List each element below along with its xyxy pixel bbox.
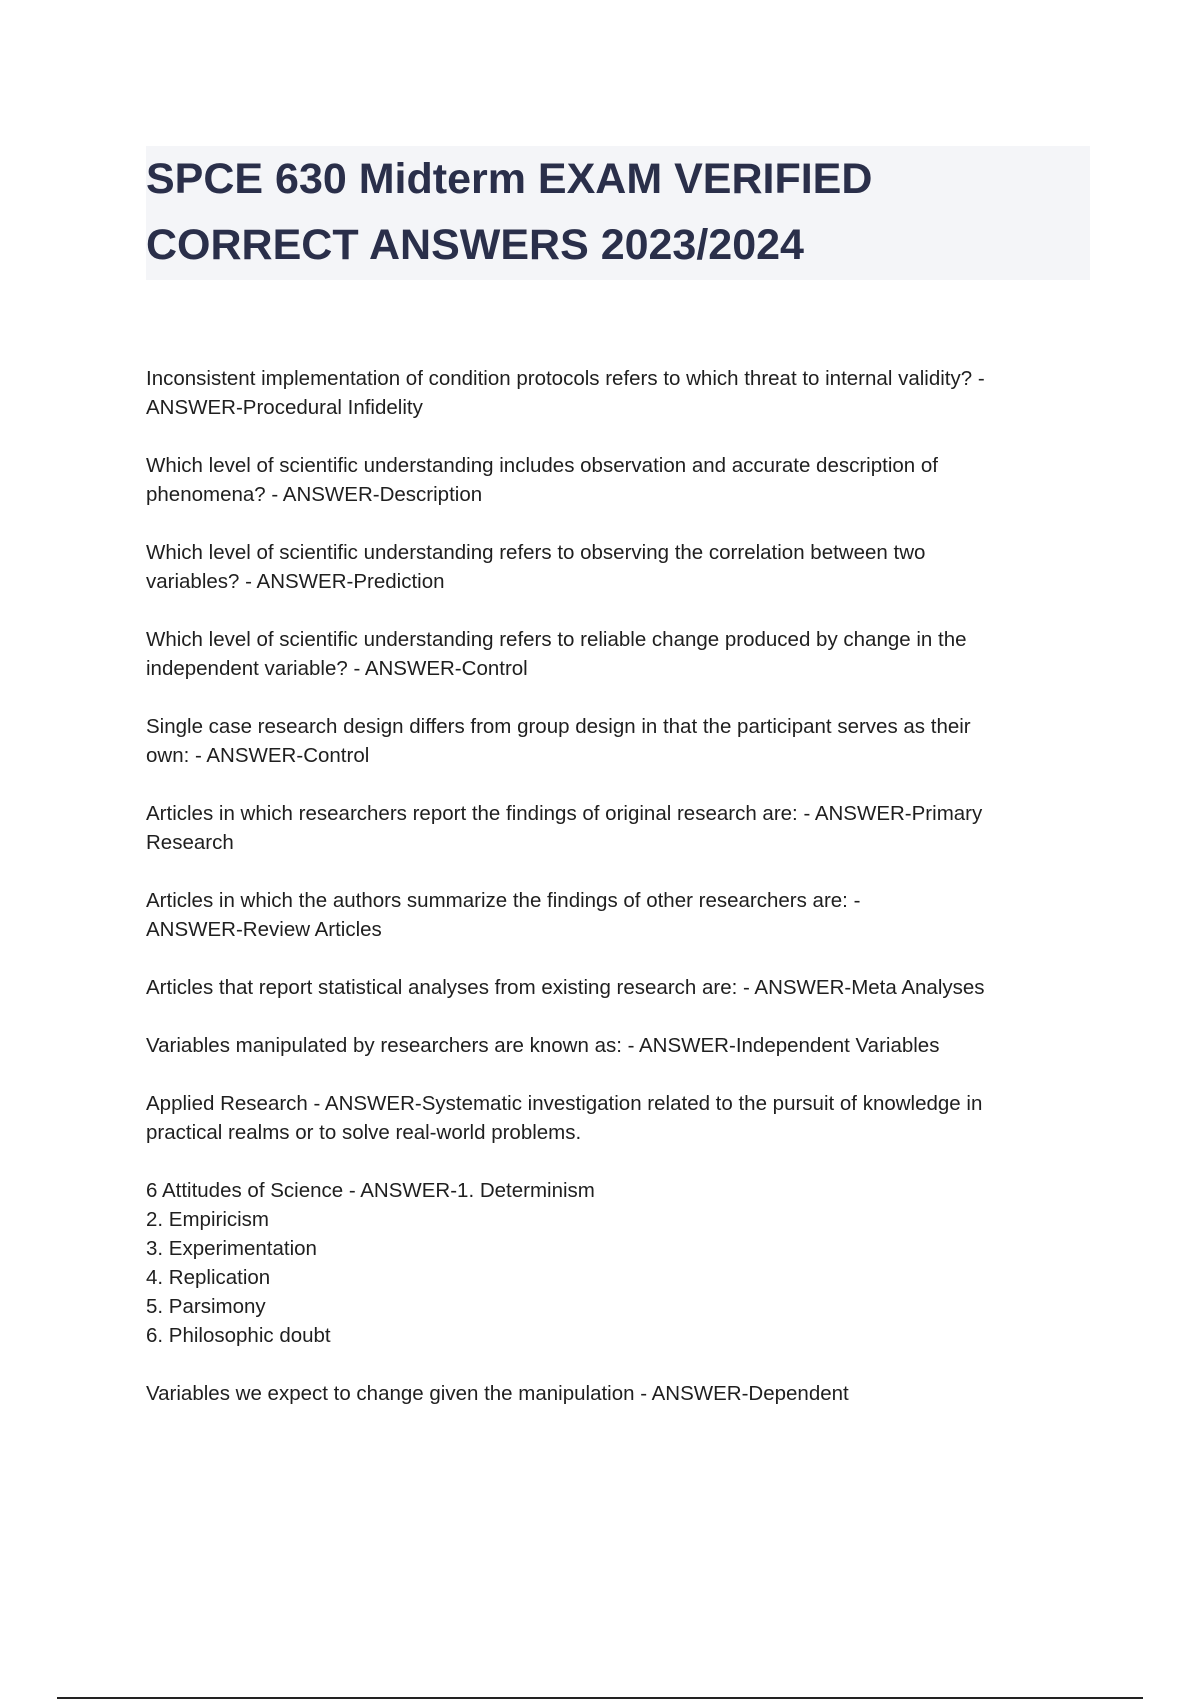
qa-item: Variables manipulated by researchers are known as: - ANSWER-Independent Variables: [146, 1034, 940, 1057]
qa-item: Articles in which the authors summarize the findings of other researchers are: - ANSWER-Review Articles: [146, 889, 861, 941]
qa-item: Which level of scientific understanding includes observation and accurate description of phenomena? - ANSWER-Description: [146, 454, 938, 506]
qa-item: Articles in which researchers report the findings of original research are: - ANSWER-Primary Research: [146, 802, 983, 854]
footer-divider: [57, 1697, 1143, 1699]
qa-item: Applied Research - ANSWER-Systematic investigation related to the pursuit of knowledge in practical realms or to solve real-world problems.: [146, 1092, 983, 1144]
qa-item: Inconsistent implementation of condition protocols refers to which threat to internal validity? - ANSWER-Procedural Infidelity: [146, 367, 985, 419]
qa-item: Single case research design differs from group design in that the participant serves as their own: - ANSWER-Control: [146, 715, 971, 767]
title-banner: [146, 146, 1090, 280]
qa-item: Variables we expect to change given the manipulation - ANSWER-Dependent: [146, 1382, 849, 1405]
qa-item: Which level of scientific understanding refers to reliable change produced by change in the independent variable? - ANSWER-Control: [146, 628, 967, 680]
qa-item: 6 Attitudes of Science - ANSWER-1. Determinism 2. Empiricism 3. Experimentation 4. Replication 5. Parsimony 6. Philosophic doubt: [146, 1179, 595, 1347]
qa-item: Which level of scientific understanding refers to observing the correlation between two variables? - ANSWER-Prediction: [146, 541, 926, 593]
qa-item: Articles that report statistical analyses from existing research are: - ANSWER-Meta Analyses: [146, 976, 985, 999]
page-title: SPCE 630 Midterm EXAM VERIFIED CORRECT ANSWERS 2023/2024: [146, 155, 873, 269]
qa-list: [146, 364, 1086, 1437]
